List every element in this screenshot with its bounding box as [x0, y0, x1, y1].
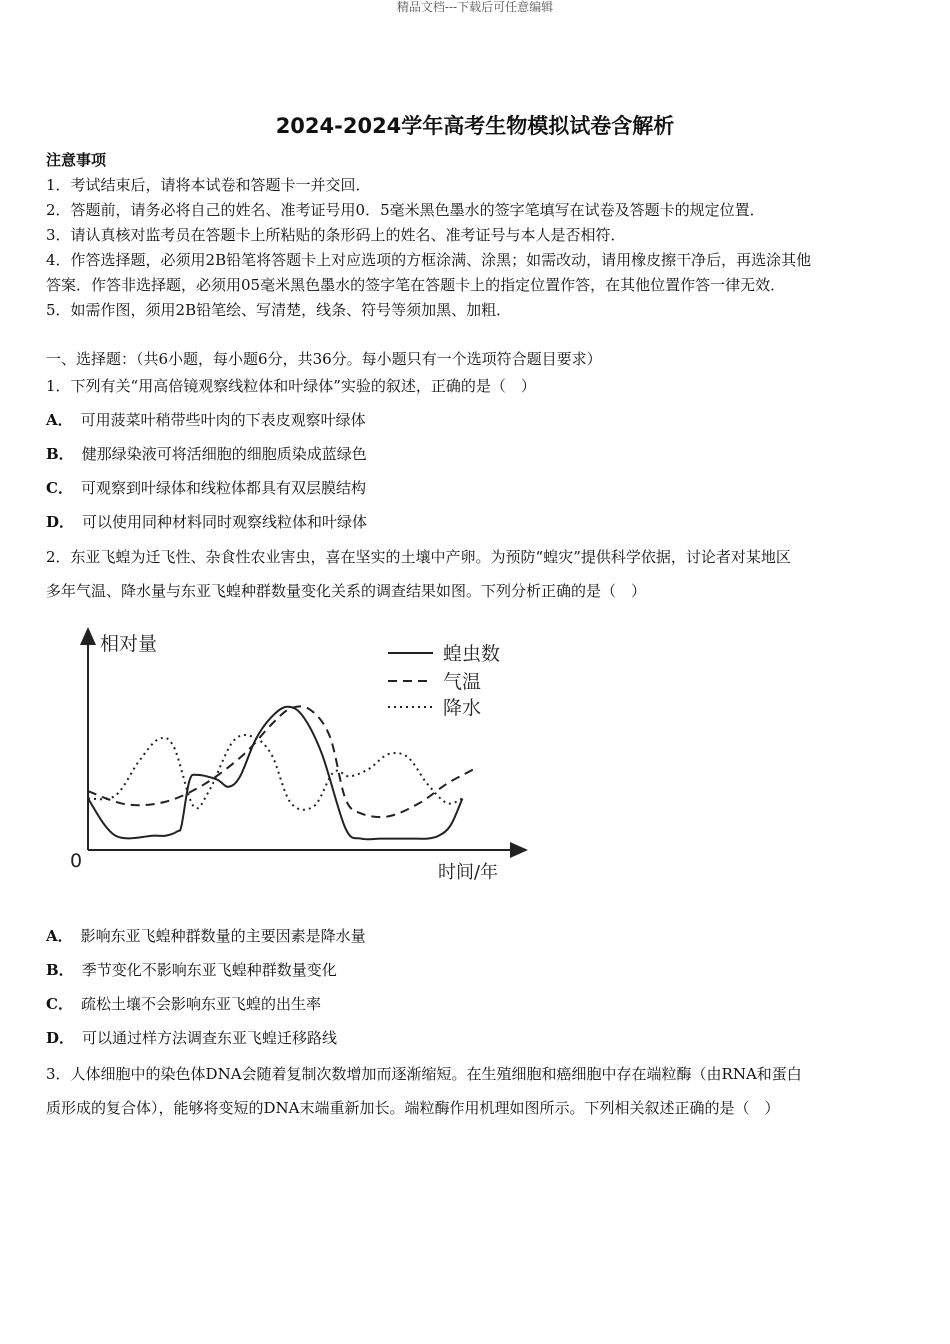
option-text: 可以通过样方法调查东亚飞蝗迁移路线 — [82, 1029, 338, 1047]
notice-item: 3．请认真核对监考员在答题卡上所粘贴的条形码上的姓名、准考证号与本人是否相符． — [46, 226, 626, 244]
option-label: D． — [46, 513, 75, 531]
y-axis-label: 相对量 — [100, 633, 158, 655]
series-line-dashed — [88, 706, 474, 817]
legend-label: 降水 — [443, 697, 482, 719]
option-text: 影响东亚飞蝗种群数量的主要因素是降水量 — [80, 927, 366, 945]
question-2 — [46, 540, 906, 608]
series-layer — [88, 706, 474, 839]
section-heading: 一、选择题：（共6小题，每小题6分，共36分。每小题只有一个选项符合题目要求） — [46, 350, 602, 368]
notice-item: 4．作答选择题，必须用2B铅笔将答题卡上对应选项的方框涂满、涂黑；如需改动，请用橡皮擦干净后，再选涂其他 — [46, 251, 812, 269]
option-label: D． — [46, 1029, 75, 1047]
notice-section — [46, 148, 906, 323]
option-a — [46, 403, 906, 437]
question-stem-line: 多年气温、降水量与东亚飞蝗种群数量变化关系的调查结果如图。下列分析正确的是（ ） — [46, 582, 647, 600]
option-label: A． — [46, 411, 73, 429]
population-chart — [58, 625, 538, 895]
notice-heading: 注意事项 — [46, 151, 107, 169]
option-d — [46, 1021, 906, 1055]
option-label: C． — [46, 479, 73, 497]
option-label: A． — [46, 927, 73, 945]
option-text: 可用菠菜叶稍带些叶肉的下表皮观察叶绿体 — [80, 411, 366, 429]
header-note: 精品文档---下载后可任意编辑 — [396, 0, 554, 14]
option-c — [46, 471, 906, 505]
option-text: 可以使用同种材料同时观察线粒体和叶绿体 — [82, 513, 368, 531]
option-label: B． — [46, 445, 74, 463]
option-a — [46, 919, 906, 953]
series-line-solid — [88, 707, 462, 840]
question-stem-line: 质形成的复合体），能够将变短的DNA末端重新加长。端粒酶作用机理如图所示。下列相关叙述正确的是（ ） — [46, 1099, 780, 1117]
question-1 — [46, 369, 906, 539]
notice-item: 5．如需作图，须用2B铅笔绘、写清楚，线条、符号等须加黑、加粗． — [46, 301, 512, 319]
question-stem: 1．下列有关“用高倍镜观察线粒体和叶绿体”实验的叙述，正确的是（ ） — [46, 377, 536, 395]
notice-item: 2．答题前，请务必将自己的姓名、准考证号用0．5毫米黑色墨水的签字笔填写在试卷及答题卡的规定位置． — [46, 201, 765, 219]
option-text: 疏松土壤不会影响东亚飞蝗的出生率 — [80, 995, 321, 1013]
option-text: 可观察到叶绿体和线粒体都具有双层膜结构 — [80, 479, 366, 497]
x-axis-label: 时间/年 — [438, 862, 499, 883]
option-text: 季节变化不影响东亚飞蝗种群数量变化 — [81, 961, 337, 979]
legend — [388, 643, 500, 719]
notice-item: 1．考试结束后，请将本试卷和答题卡一并交回． — [46, 176, 371, 194]
question-stem-line: 3．人体细胞中的染色体DNA会随着复制次数增加而逐渐缩短。在生殖细胞和癌细胞中存在端粒酶（由RNA和蛋白 — [46, 1065, 802, 1083]
legend-label: 蝗虫数 — [443, 643, 501, 665]
option-c — [46, 987, 906, 1021]
option-b — [46, 437, 906, 471]
option-d — [46, 505, 906, 539]
option-label: C． — [46, 995, 73, 1013]
page-title: 2024-2024学年高考生物模拟试卷含解析 — [275, 114, 675, 138]
option-b — [46, 953, 906, 987]
question-2-options — [46, 919, 906, 1055]
notice-item: 答案．作答非选择题，必须用05毫米黑色墨水的签字笔在答题卡上的指定位置作答，在其他位置作答一律无效． — [46, 276, 786, 294]
legend-label: 气温 — [443, 671, 482, 693]
question-3 — [46, 1057, 906, 1125]
option-label: B． — [46, 961, 74, 979]
origin-label: 0 — [70, 850, 83, 872]
series-line-dotted — [88, 735, 462, 810]
option-text: 健那绿染液可将活细胞的细胞质染成蓝绿色 — [81, 445, 367, 463]
question-stem-line: 2．东亚飞蝗为迁飞性、杂食性农业害虫，喜在坚实的土壤中产卵。为预防“蝗灾”提供科学依据，讨论者对某地区 — [46, 548, 791, 566]
